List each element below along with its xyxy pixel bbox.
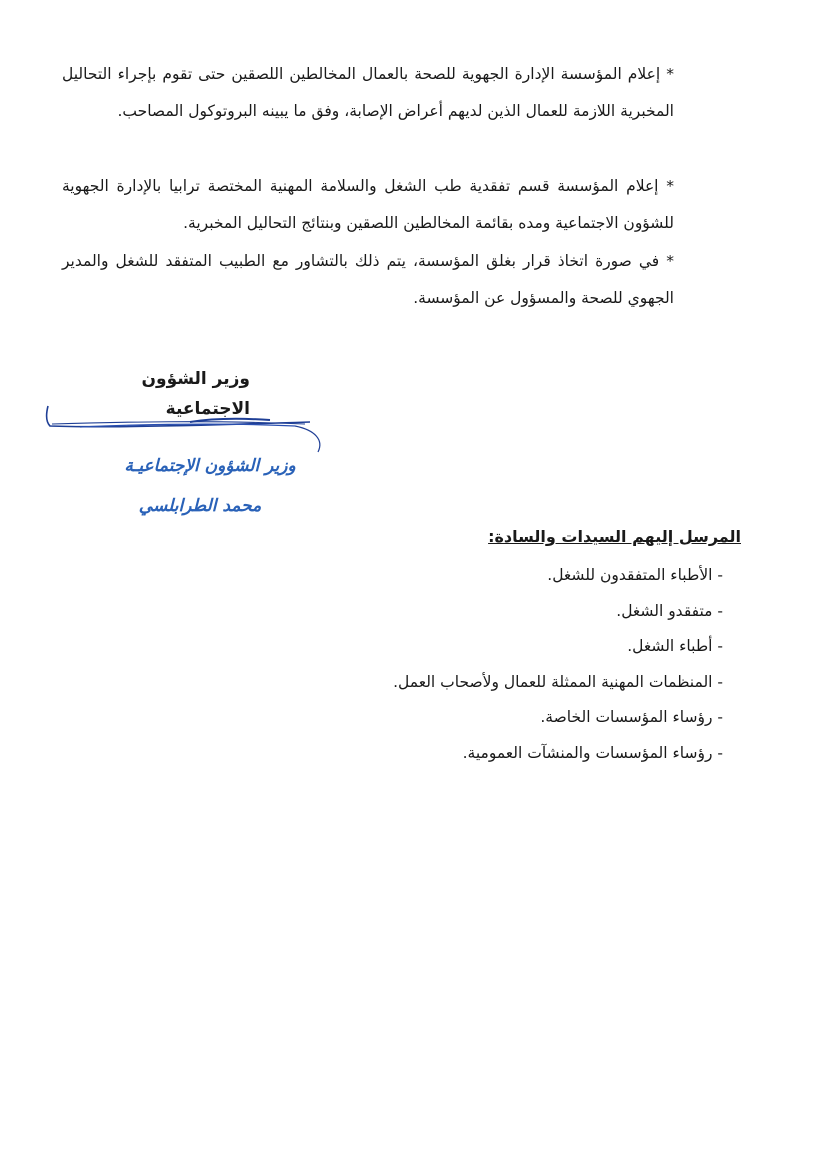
stamp-minister-title: وزير الشؤون الإجتماعيـة bbox=[124, 456, 296, 476]
recipient-item: - رؤساء المؤسسات والمنشآت العمومية. bbox=[462, 743, 723, 762]
instruction-paragraph-2: * إعلام المؤسسة قسم تفقدية طب الشغل والسلامة المهنية المختصة ترابيا بالإدارة الجهوية للشؤون الاجتماعية ومده بقائمة المخالطين اللصقين وبنتائج التحاليل المخبرية. bbox=[62, 177, 674, 232]
recipients-list bbox=[393, 558, 723, 771]
recipients-heading: المرسل إليهم السيدات والسادة: bbox=[488, 527, 741, 546]
recipient-item: - رؤساء المؤسسات الخاصة. bbox=[540, 708, 723, 726]
instruction-paragraph-1: * إعلام المؤسسة الإدارة الجهوية للصحة بالعمال المخالطين اللصقين حتى تقوم بإجراء التحاليل المخبرية اللازمة للعمال الذين لديهم أعراض الإصابة، وفق ما يبينه البروتوكول المصاحب. bbox=[62, 65, 674, 120]
recipient-item: - متفقدو الشغل. bbox=[616, 601, 723, 620]
recipient-item: - الأطباء المتفقدون للشغل. bbox=[547, 566, 723, 584]
recipient-item: - المنظمات المهنية الممثلة للعمال ولأصحاب العمل. bbox=[393, 672, 723, 691]
signatory-title: وزير الشؤون الاجتماعية bbox=[141, 369, 250, 419]
stamp-minister-name: محمد الطرابلسي bbox=[138, 496, 262, 516]
recipient-item: - أطباء الشغل. bbox=[627, 637, 723, 655]
instruction-paragraph-3: * في صورة اتخاذ قرار بغلق المؤسسة، يتم ذلك بالتشاور مع الطبيب المتفقد للشغل والمدير الجهوي للصحة والمسؤول عن المؤسسة. bbox=[62, 252, 674, 307]
